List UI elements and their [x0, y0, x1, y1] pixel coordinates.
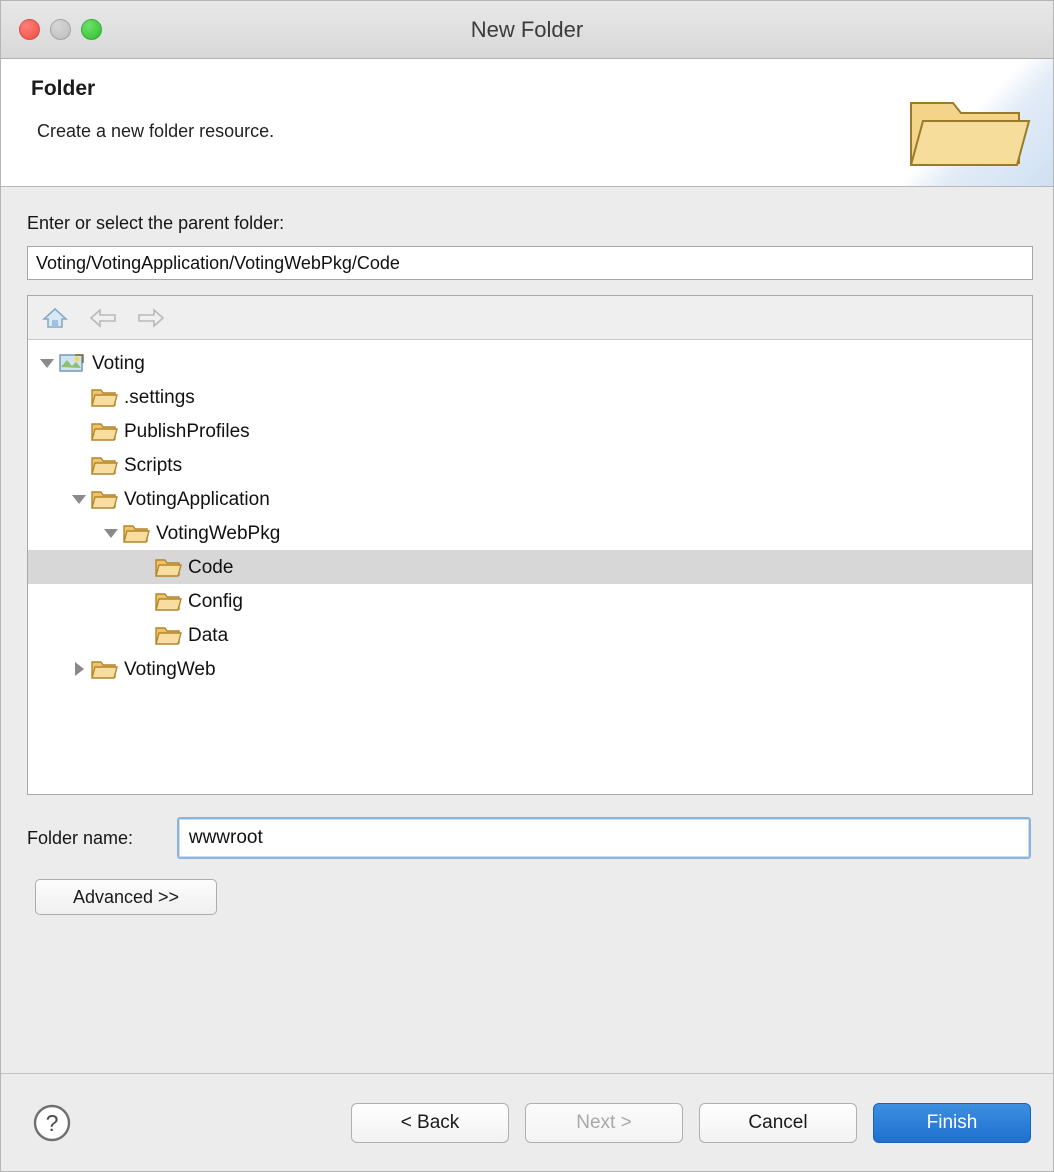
- zoom-button[interactable]: [81, 19, 102, 40]
- page-title: Folder: [31, 77, 96, 100]
- page-subtitle: Create a new folder resource.: [37, 121, 275, 141]
- tree-node-label: PublishProfiles: [124, 420, 250, 442]
- help-icon[interactable]: [33, 1104, 71, 1142]
- tree-node-label: .settings: [124, 386, 195, 408]
- arrow-left-icon[interactable]: [88, 305, 118, 331]
- cancel-button[interactable]: Cancel: [699, 1103, 857, 1143]
- tree-node-settings[interactable]: [28, 380, 1032, 414]
- arrow-right-icon[interactable]: [136, 305, 166, 331]
- tree-node-votingwebpkg[interactable]: [28, 516, 1032, 550]
- finish-button[interactable]: Finish: [873, 1103, 1031, 1143]
- tree-node-code[interactable]: [28, 550, 1032, 584]
- tree-node-label: Voting: [92, 352, 145, 374]
- folder-icon: [90, 657, 118, 681]
- next-button: Next >: [525, 1103, 683, 1143]
- tree-spacer: [132, 550, 154, 584]
- folder-icon: [90, 487, 118, 511]
- tree-node-label: VotingWeb: [124, 658, 216, 680]
- tree-node-label: VotingWebPkg: [156, 522, 281, 544]
- window-controls: [19, 19, 102, 40]
- chevron-down-icon[interactable]: [36, 346, 58, 380]
- tree-node-label: Scripts: [124, 454, 183, 476]
- tree-node-votingweb[interactable]: [28, 652, 1032, 686]
- tree-node-data[interactable]: [28, 618, 1032, 652]
- folder-icon: [90, 385, 118, 409]
- parent-folder-label: Enter or select the parent folder:: [27, 213, 285, 233]
- tree-toolbar: [28, 296, 1032, 340]
- folder-icon: [122, 521, 150, 545]
- tree-spacer: [132, 618, 154, 652]
- back-button[interactable]: < Back: [351, 1103, 509, 1143]
- folder-tree-panel: [27, 295, 1033, 795]
- folder-icon: [154, 623, 182, 647]
- project-icon: [58, 351, 86, 375]
- tree-node-label: VotingApplication: [124, 488, 270, 510]
- dialog-footer: [1, 1073, 1053, 1171]
- tree-node-voting[interactable]: [28, 346, 1032, 380]
- window-title: New Folder: [470, 16, 584, 42]
- advanced-button[interactable]: Advanced >>: [35, 879, 217, 915]
- folder-name-input[interactable]: [177, 817, 1031, 859]
- tree-node-config[interactable]: [28, 584, 1032, 618]
- tree-node-votingapplication[interactable]: [28, 482, 1032, 516]
- wizard-header: [1, 59, 1053, 187]
- tree-spacer: [132, 584, 154, 618]
- folder-icon: [154, 589, 182, 613]
- tree-node-label: Config: [188, 590, 243, 612]
- folder-icon: [90, 453, 118, 477]
- parent-folder-input[interactable]: [27, 246, 1033, 280]
- tree-spacer: [68, 448, 90, 482]
- chevron-down-icon[interactable]: [68, 482, 90, 516]
- tree-node-publishprofiles[interactable]: [28, 414, 1032, 448]
- dialog-body: [1, 187, 1053, 1093]
- close-button[interactable]: [19, 19, 40, 40]
- folder-large-icon: [907, 89, 1033, 171]
- tree-node-scripts[interactable]: [28, 448, 1032, 482]
- folder-name-row: [27, 817, 1031, 859]
- chevron-right-icon[interactable]: [68, 652, 90, 686]
- home-icon[interactable]: [40, 305, 70, 331]
- footer-buttons: [351, 1103, 1031, 1143]
- tree-node-label: Data: [188, 624, 229, 646]
- folder-icon: [90, 419, 118, 443]
- folder-tree[interactable]: [28, 340, 1032, 794]
- chevron-down-icon[interactable]: [100, 516, 122, 550]
- tree-node-label: Code: [188, 556, 234, 578]
- title-bar: [1, 1, 1053, 59]
- minimize-button[interactable]: [50, 19, 71, 40]
- tree-spacer: [68, 414, 90, 448]
- svg-text:?: ?: [45, 1109, 59, 1136]
- tree-spacer: [68, 380, 90, 414]
- folder-name-label: Folder name:: [27, 827, 134, 848]
- folder-icon: [154, 555, 182, 579]
